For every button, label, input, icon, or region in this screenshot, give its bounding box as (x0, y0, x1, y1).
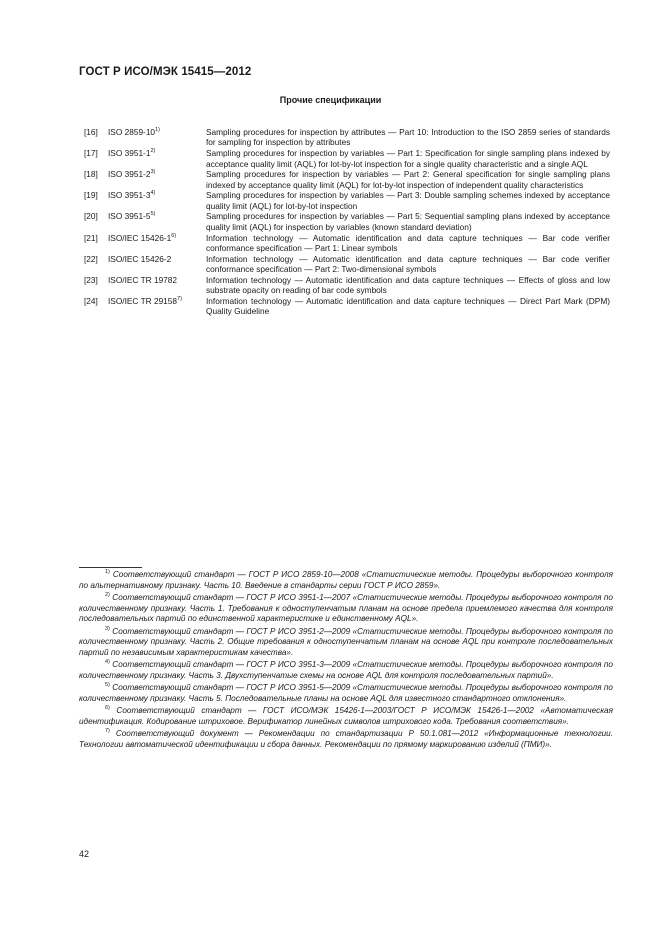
footnote (79, 570, 613, 591)
footnote-text: Соответствующий стандарт — ГОСТ Р ИСО 3951-2—2009 «Статистические методы. Процедуры выборочного контроля по количественному признаку. Часть 2. Общие требования к одноступенчатым планам на основе AQL при контроле последовательных партий по независимым характеристикам качества». (79, 626, 613, 657)
reference-item (84, 190, 610, 211)
footnote-text: Соответствующий документ — Рекомендации по стандартизации Р 50.1.081—2012 «Информационные технологии. Технологии автоматической идентификации и сбора данных. Рекомендации по прямому маркированию изделий (ПМИ)». (79, 728, 614, 749)
reference-number: [22] (84, 253, 98, 264)
reference-title: Sampling procedures for inspection by variables — Part 5: Sequential sampling plans indexed by acceptance quality limit (AQL) for inspection by variables (known standard deviation) (206, 211, 610, 232)
footnote (79, 706, 613, 727)
footnote-marker: 5) (105, 682, 110, 689)
reference-item (84, 275, 610, 296)
reference-item (84, 254, 610, 275)
reference-item (84, 296, 610, 317)
footnote (79, 593, 613, 625)
reference-number: [20] (84, 211, 98, 222)
reference-code: ISO/IEC TR 29158$^{7)}$ (108, 295, 182, 306)
footnote-text: Соответствующий стандарт — ГОСТ Р ИСО 2859-10—2008 «Статистические методы. Процедуры выборочного контроля по альтернативному признаку. Часть 10. Введение в стандарты серии ГОСТ Р ИСО 2859». (79, 570, 613, 590)
reference-item (84, 233, 610, 254)
footnote-marker: 4) (105, 659, 110, 666)
reference-title: Sampling procedures for inspection by variables — Part 2: General specification for single sampling plans indexed by acceptance quality limit (AQL) for lot-by-lot inspection of independent quality characteristics (206, 169, 610, 190)
reference-item (84, 211, 610, 232)
footnote (79, 627, 613, 659)
reference-item (84, 127, 610, 148)
footnote-marker: 4) (150, 190, 156, 197)
reference-code: ISO 3951-1$^{2)}$ (108, 148, 156, 159)
reference-code: ISO/IEC 15426-2 (108, 253, 172, 264)
footnote-marker: 6) (105, 704, 110, 711)
footnote-marker: 5) (150, 211, 156, 218)
page-number: 42 (79, 849, 90, 859)
footnote-marker: 3) (105, 625, 110, 632)
reference-number: [17] (84, 148, 98, 159)
reference-number: [16] (84, 127, 98, 137)
reference-code: ISO 3951-5$^{5)}$ (108, 211, 156, 222)
reference-number: [18] (84, 169, 98, 180)
reference-item (84, 148, 610, 169)
reference-number: [19] (84, 190, 98, 201)
footnote-text: Соответствующий стандарт — ГОСТ ИСО/МЭК 15426-1—2003/ГОСТ Р ИСО/МЭК 15426-1—2002 «Автоматическая идентификация. Кодирование штриховое. Верификатор линейных символов штрихового кода. Требования соответствия». (79, 705, 613, 726)
reference-code: ISO/IEC 15426-1$^{6)}$ (108, 232, 177, 243)
section-title: Прочие спецификации (279, 95, 382, 105)
footnote-text: Соответствующий стандарт — ГОСТ Р ИСО 3951-1—2007 «Статистические методы. Процедуры выборочного контроля по количественному признаку. Часть 1. Требования к одноступенчатым планам на основе предела приемлемого качества для контроля последовательных партий по единственной характеристике и единственному AQL». (79, 592, 613, 624)
footnote-marker: 1) (155, 127, 160, 133)
reference-title: Information technology — Automatic identification and data capture techniques — Bar code verifier conformance specification — Part 1: Linear symbols (206, 232, 610, 253)
footnote-text: Соответствующий стандарт — ГОСТ Р ИСО 3951-3—2009 «Статистические методы. Процедуры выборочного контроля по количественному признаку. Часть 3. Двухступенчатые схемы на основе AQL для контроля последовательных партий». (79, 660, 613, 680)
footnote-divider (79, 567, 142, 568)
reference-list (84, 127, 610, 317)
footnote-marker: 2) (105, 591, 110, 598)
footnote (79, 683, 613, 704)
reference-code: ISO/IEC TR 19782 (108, 274, 178, 285)
footnote (79, 660, 613, 681)
footnote (79, 729, 613, 750)
reference-title: Sampling procedures for inspection by variables — Part 1: Specification for single sampling plans indexed by acceptance quality limit (AQL) for lot-by-lot inspection for a single quality characteristic and a single AQL (206, 148, 610, 169)
reference-title: Information technology — Automatic identification and data capture techniques — Effects of gloss and low substrate opacity on reading of bar code symbols (206, 274, 610, 296)
reference-number: [24] (84, 295, 98, 306)
reference-code: ISO 3951-3$^{4)}$ (108, 190, 156, 201)
reference-title: Sampling procedures for inspection by attributes — Part 10: Introduction to the ISO 2859 series of standards for sampling for inspection by attributes (206, 127, 610, 148)
reference-item (84, 169, 610, 190)
reference-title: Information technology — Automatic identification and data capture techniques — Direct Part Mark (DPM) Quality Guideline (206, 295, 610, 317)
footnote-marker: 6) (171, 232, 177, 239)
document-header-title: ГОСТ Р ИСО/МЭК 15415—2012 (79, 66, 252, 78)
footnote-marker: 1) (105, 569, 110, 575)
reference-title: Sampling procedures for inspection by variables — Part 3: Double sampling schemes indexed by acceptance quality limit (AQL) for lot-by-lot inspection (206, 190, 610, 211)
footnote-text: Соответствующий стандарт — ГОСТ Р ИСО 3951-5—2009 «Статистические методы. Процедуры выборочного контроля по количественному признаку. Часть 5. Последовательные планы на основе AQL для известного стандартного отклонения». (79, 683, 613, 703)
footnote-marker: 7) (177, 295, 182, 302)
footnote-list (79, 570, 613, 752)
reference-code: ISO 3951-2$^{3)}$ (108, 169, 156, 180)
footnote-marker: 3) (150, 169, 156, 176)
reference-number: [21] (84, 232, 98, 243)
footnote-marker: 2) (150, 148, 156, 155)
reference-code: ISO 2859-10$^{1)}$ (108, 127, 160, 137)
reference-number: [23] (84, 274, 98, 285)
reference-title: Information technology — Automatic identification and data capture techniques — Bar code verifier conformance specification — Part 2: Two-dimensional symbols (206, 253, 610, 275)
footnote-marker: 7) (105, 727, 110, 734)
